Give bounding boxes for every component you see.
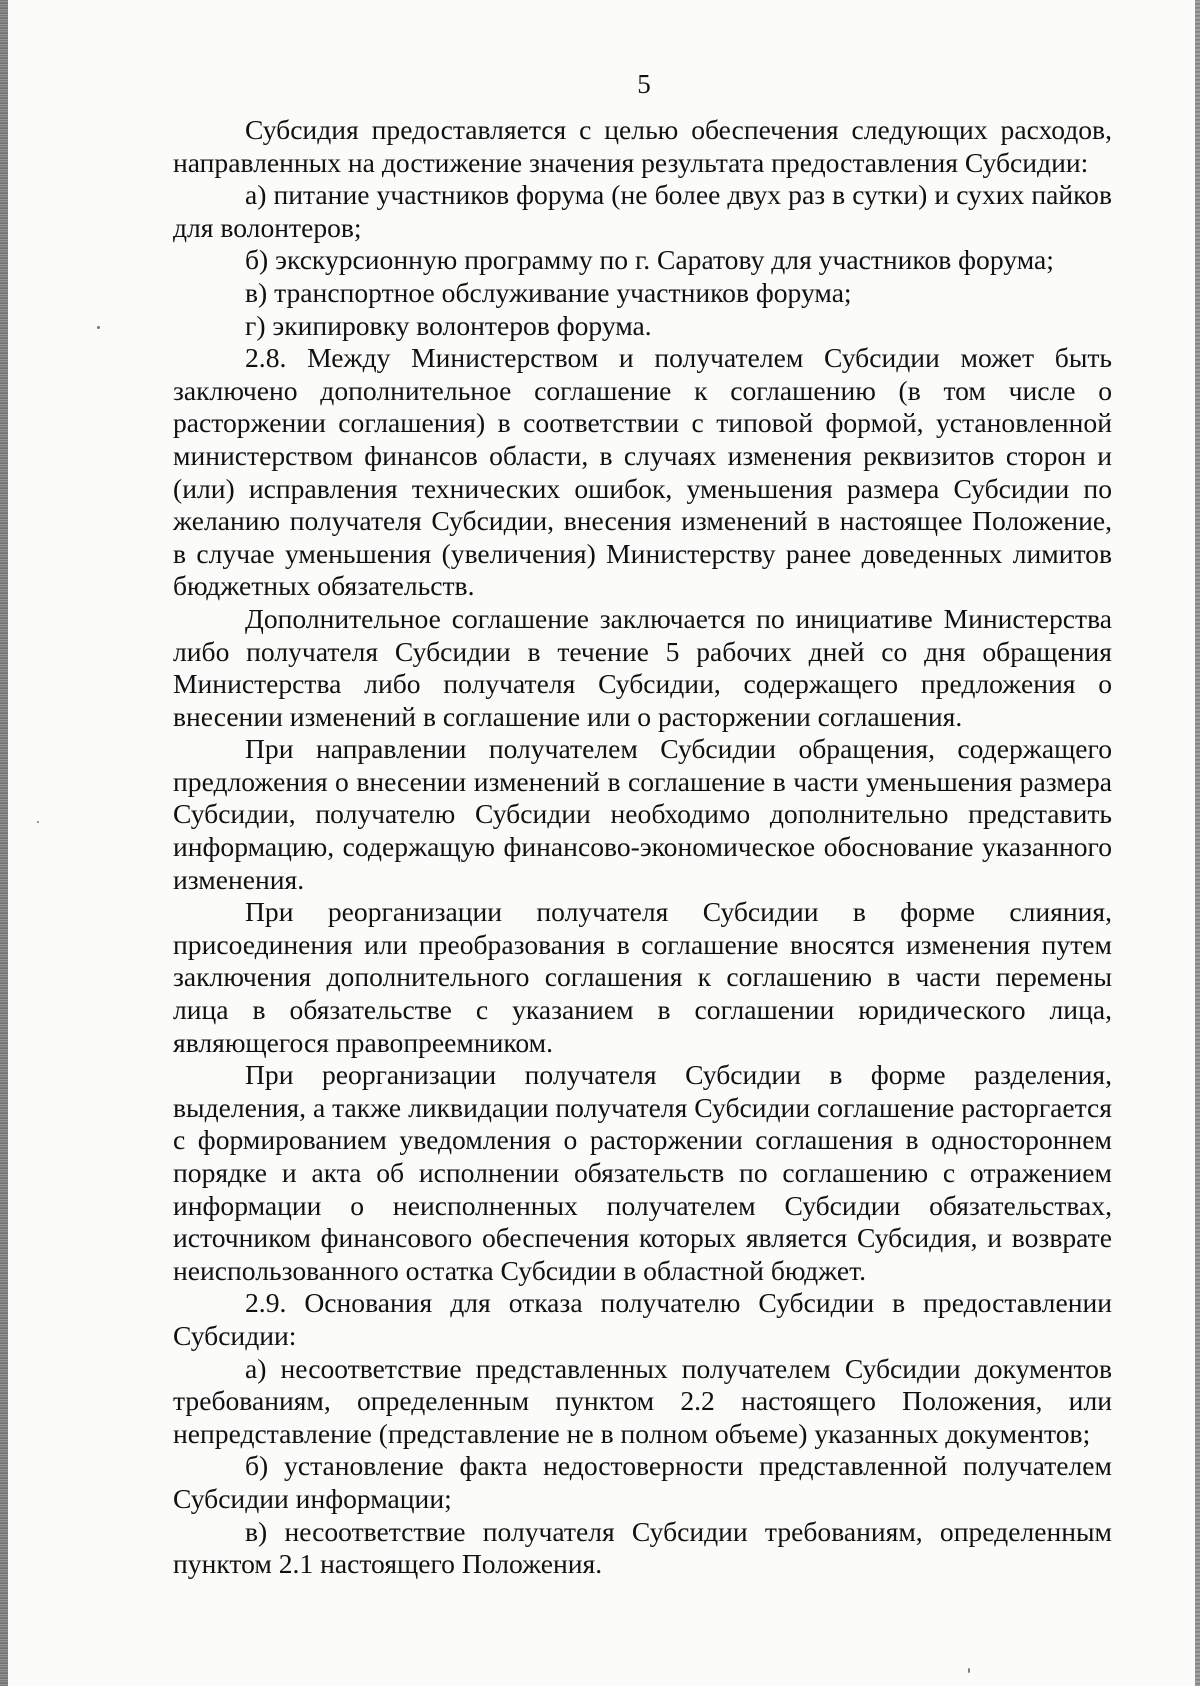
paragraph-reorganization-merger: При реорганизации получателя Субсидии в форме слияния, присоединения или преобразования в соглашение вносятся изменения путем заключения дополнительного соглашения к соглашению в части перемены лица в обязательстве с указанием в соглашении юридического лица, являющегося правопреемником.	[173, 896, 1112, 1058]
paragraph-reduction-request: При направлении получателем Субсидии обращения, содержащего предложения о внесении изменений в соглашение в части уменьшения размера Субсидии, получателю Субсидии необходимо дополнительно представить информацию, содержащую финансово-экономическое обоснование указанного изменения.	[173, 733, 1112, 895]
paragraph-2-8: 2.8. Между Министерством и получателем Субсидии может быть заключено дополнительное соглашение к соглашению (в том числе о расторжении соглашения) в соответствии с типовой формой, установленной министерством финансов области, в случаях изменения реквизитов сторон и (или) исправления технических ошибок, уменьшения размера Субсидии по желанию получателя Субсидии, внесения изменений в настоящее Положение, в случае уменьшения (увеличения) Министерству ранее доведенных лимитов бюджетных обязательств.	[173, 342, 1112, 602]
scan-speck	[968, 1668, 970, 1673]
paragraph-reorganization-division: При реорганизации получателя Субсидии в форме разделения, выделения, а также ликвидации получателя Субсидии соглашение расторгается с формированием уведомления о расторжении соглашения в одностороннем порядке и акта об исполнении обязательств по соглашению с отражением информации о неисполненных получателем Субсидии обязательствах, источником финансового обеспечения которых является Субсидия, и возврате неиспользованного остатка Субсидии в областной бюджет.	[173, 1059, 1112, 1286]
page-number: 5	[637, 69, 651, 99]
scan-speck	[37, 821, 39, 823]
refusal-item-a: а) несоответствие представленных получателем Субсидии документов требованиям, определенным пунктом 2.2 настоящего Положения, или непредставление (представление не в полном объеме) указанных документов;	[173, 1352, 1112, 1449]
paragraph-2-9: 2.9. Основания для отказа получателю Субсидии в предоставлении Субсидии:	[173, 1287, 1112, 1351]
document-body	[173, 114, 1112, 1581]
list-item-a-food: а) питание участников форума (не более двух раз в сутки) и сухих пайков для волонтеров;	[173, 179, 1112, 243]
scan-edge-left	[0, 0, 8, 1686]
list-item-b-excursion: б) экскурсионную программу по г. Саратову для участников форума;	[245, 244, 1054, 276]
refusal-item-v: в) несоответствие получателя Субсидии требованиям, определенным пунктом 2.1 настоящего Положения.	[173, 1515, 1112, 1580]
scan-speck	[97, 326, 100, 329]
paragraph-additional-agreement: Дополнительное соглашение заключается по инициативе Министерства либо получателя Субсидии в течение 5 рабочих дней со дня обращения Министерства либо получателя Субсидии, содержащего предложения о внесении изменений в соглашение или о расторжении соглашения.	[173, 602, 1112, 732]
scan-edge-right	[1195, 0, 1200, 1686]
list-item-g-equipment: г) экипировку волонтеров форума.	[245, 309, 652, 341]
list-item-v-transport: в) транспортное обслуживание участников форума;	[245, 276, 852, 308]
paragraph-subsidy-purpose: Субсидия предоставляется с целью обеспечения следующих расходов, направленных на достижение значения результата предоставления Субсидии:	[173, 114, 1112, 178]
refusal-item-b: б) установление факта недостоверности представленной получателем Субсидии информации;	[173, 1450, 1112, 1514]
